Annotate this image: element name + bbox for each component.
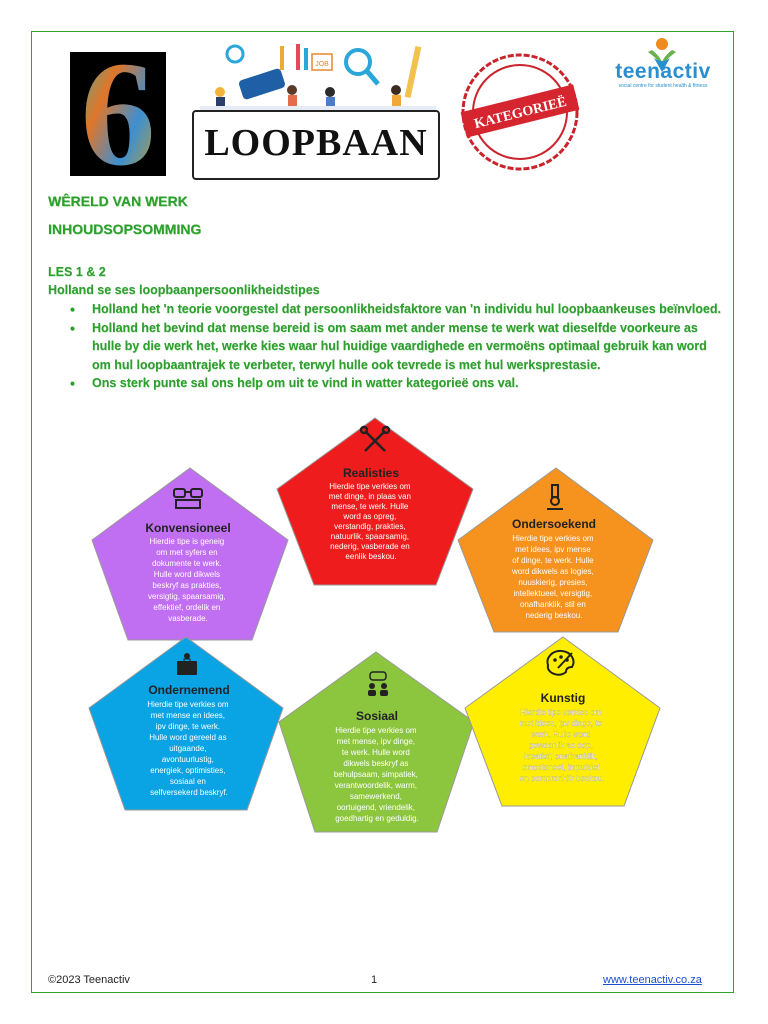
- loopbaan-banner: LOOPBAAN: [192, 110, 440, 180]
- realisties-line: Hierdie tipe verkies om: [329, 482, 411, 491]
- konvensioneel-line: effektief, ordelik en: [153, 603, 221, 612]
- realisties-line: met dinge, in plaas van: [328, 492, 412, 501]
- konvensioneel-line: beskryf as prakties,: [152, 581, 222, 590]
- sosiaal-title: Sosiaal: [355, 709, 399, 723]
- ondersoekend-line: onafhanklik, stil en: [519, 600, 586, 609]
- bullet-item: • Holland het bevind dat mense bereid is om saam met ander mense te werk wat dieselfde voorkeure as hulle by die werk het, werke kies waar hul huidige vaardighede en vermoëns optimaal gebruik kan word om hul loopbaantrajek te verbeter, terwyl hulle ook tevrede is met hul werksprestasie.: [48, 319, 728, 375]
- bullet-item: • Ons sterk punte sal ons help om uit te vind in watter kategorieë ons val.: [48, 374, 728, 393]
- kunstig-line: met idees, ipv dinge, te: [519, 719, 603, 728]
- heading-inhoudsopsomming: INHOUDSOPSOMMING: [48, 221, 202, 237]
- bullet-list: [48, 300, 728, 393]
- realisties-line: mense, te werk. Hulle: [331, 502, 409, 511]
- ondernemend-line: Hulle word gereeld as: [149, 733, 227, 742]
- ondernemend-title: Ondernemend: [148, 683, 230, 697]
- pentagon-sosiaal: [279, 652, 474, 832]
- pentagon-konvensioneel: [92, 468, 288, 640]
- lesson-subtitle: Holland se ses loopbaanpersoonlikheidstipes: [48, 283, 320, 297]
- svg-text:JOB: JOB: [315, 61, 329, 68]
- pentagon-realisties: [277, 418, 473, 585]
- holland-pentagon-diagram: [0, 410, 768, 850]
- ondersoekend-line: word dikwels as logies,: [511, 567, 594, 576]
- stamp-text: KATEGORIEË: [472, 94, 569, 133]
- kunstig-line: werk. Hulle word: [531, 730, 591, 739]
- career-illustration: [200, 40, 436, 110]
- ondernemend-line: energiek, optimisties,: [150, 766, 226, 775]
- logo-name: teenactiv: [615, 60, 711, 83]
- sosiaal-line: oortuigend, vriendelik,: [336, 803, 416, 812]
- footer-copyright: ©2023 Teenactiv: [48, 974, 130, 986]
- konvensioneel-line: versigtig, spaarsamig,: [147, 592, 226, 601]
- ondernemend-line: sosiaal en: [169, 777, 206, 786]
- logo-tagline: social centre for student health & fitness: [618, 83, 708, 89]
- kunstig-line: emosioneel, impulsief: [522, 763, 600, 772]
- realisties-line: word as opreg,: [343, 512, 397, 521]
- kunstig-line: en oorspronklik beskou.: [519, 774, 605, 783]
- ondersoekend-line: met idees, ipv mense: [515, 545, 591, 554]
- realisties-title: Realisties: [342, 466, 400, 480]
- konvensioneel-title: Konvensioneel: [145, 521, 231, 535]
- ondersoekend-line: of dinge, te werk. Hulle: [512, 556, 594, 565]
- teenactiv-logo: [598, 36, 728, 92]
- kunstig-line: gewoonlik as oop,: [528, 741, 593, 750]
- kunstig-line: Hierdie tipe verkies om: [520, 708, 602, 717]
- konvensioneel-line: om met syfers en: [156, 548, 218, 557]
- number-six: 6: [80, 52, 156, 176]
- realisties-line: natuurlik, spaarsamig,: [330, 532, 410, 541]
- realisties-line: nederig, vasberade en: [330, 542, 410, 551]
- ondernemend-line: uitgaande,: [169, 744, 207, 753]
- ondernemend-line: selfversekerd beskryf.: [150, 788, 228, 797]
- konvensioneel-line: dokumente te werk.: [151, 559, 222, 568]
- footer-page-number: 1: [371, 974, 378, 986]
- sosiaal-line: met mense, ipv dinge,: [336, 737, 416, 746]
- heading-wereld-van-werk: WÊRELD VAN WERK: [48, 193, 188, 209]
- sosiaal-line: goedhartig en geduldig.: [335, 814, 419, 823]
- pentagon-kunstig: [465, 637, 660, 806]
- bullet-item: • Holland het 'n teorie voorgestel dat persoonlikheidsfaktore van 'n individu hul loopbaankeuses beïnvloed.: [48, 300, 728, 319]
- number-six-graphic: [70, 52, 166, 176]
- kunstig-description: [520, 708, 605, 783]
- konvensioneel-line: Hulle word dikwels: [153, 570, 221, 579]
- footer-website: [603, 974, 702, 986]
- ondersoekend-line: nederig beskou.: [525, 611, 583, 620]
- sosiaal-description: [334, 726, 420, 823]
- ondernemend-line: met mense en idees,: [150, 711, 226, 720]
- ondernemend-line: avontuurlustig,: [161, 755, 214, 764]
- sosiaal-line: dikwels beskryf as: [343, 759, 409, 768]
- ondersoekend-line: intellektueel, versigtig,: [513, 589, 593, 598]
- ondersoekend-line: Hierdie tipe verkies om: [512, 534, 594, 543]
- sosiaal-line: Hierdie tipe verkies om: [335, 726, 417, 735]
- kategorie-stamp: [452, 52, 588, 172]
- realisties-line: eenlik beskou.: [345, 552, 397, 561]
- ondersoekend-title: Ondersoekend: [511, 517, 597, 531]
- realisties-description: [329, 482, 414, 561]
- pentagon-ondernemend: [89, 637, 283, 810]
- pentagon-ondersoekend: [458, 468, 653, 632]
- sosiaal-line: samewerkend,: [349, 792, 402, 801]
- ondersoekend-line: nuuskierig, presies,: [518, 578, 588, 587]
- kunstig-title: Kunstig: [540, 691, 586, 705]
- sosiaal-line: behulpsaam, simpatiek,: [333, 770, 418, 779]
- ondernemend-line: Hierdie tipe verkies om: [147, 700, 229, 709]
- konvensioneel-line: Hierdie tipe is geneig: [149, 537, 225, 546]
- realisties-line: verstandig, prakties,: [334, 522, 406, 531]
- website-link[interactable]: www.teenactiv.co.za: [603, 974, 702, 986]
- lesson-label: LES 1 & 2: [48, 265, 106, 279]
- konvensioneel-line: vasberade.: [168, 614, 208, 623]
- sosiaal-line: te werk. Hulle word: [341, 748, 410, 757]
- ondernemend-line: ipv dinge, te werk.: [155, 722, 221, 731]
- sosiaal-line: verantwoordelik, warm,: [334, 781, 418, 790]
- kunstig-line: kreatief, onafhanklik,: [524, 752, 598, 761]
